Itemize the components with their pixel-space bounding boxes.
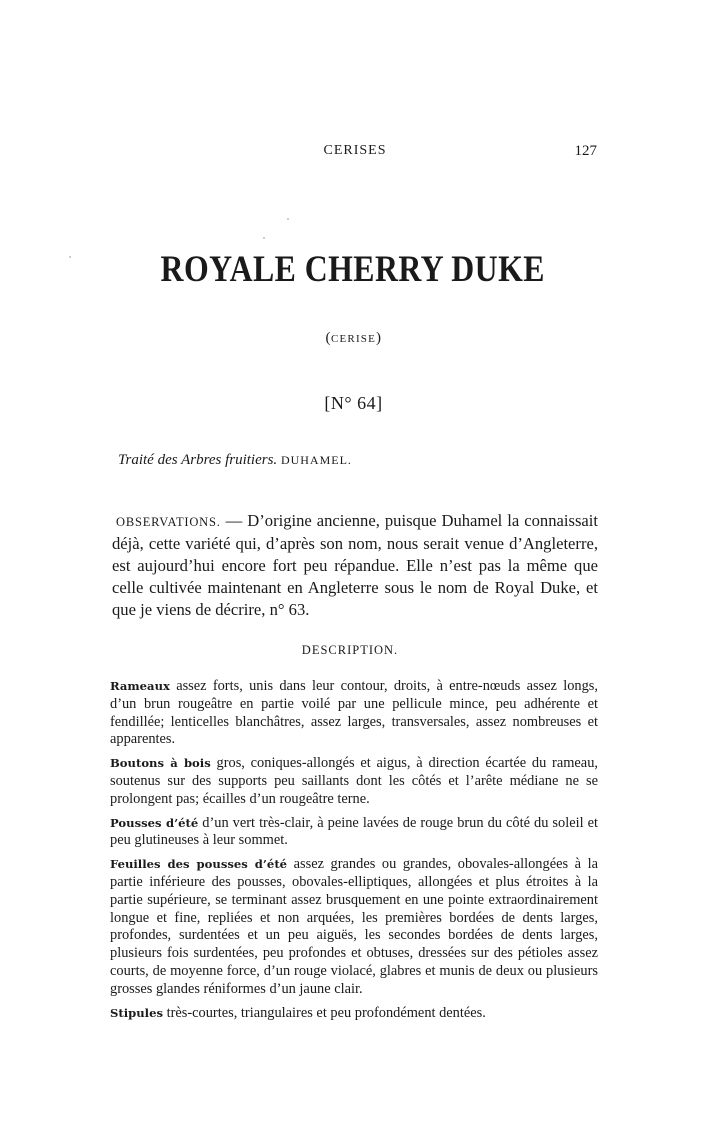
running-head: [0, 143, 707, 163]
description-term: Rameaux: [110, 679, 170, 693]
running-title: CERISES: [323, 143, 387, 158]
description-heading: DESCRIPTION.: [301, 643, 399, 657]
description-item: [110, 1005, 598, 1023]
observations-label: OBSERVATIONS.: [116, 515, 221, 529]
description-text: assez grandes ou grandes, obovales-allongées à la partie inférieure des pousses, obovales-elliptiques, allongées et plus étroites à la partie supérieure, se terminant assez brusquement en une pointe extraordinairement longue et fine, repliées et non arquées, les premières bordées de dents larges, profondes, surdentées et un peu aiguës, les secondes bordées de dents larges, plusieurs fois surdentées, peu profondes et obtuses, dressées sur des pétioles assez courts, de moyenne force, d’un rouge violacé, glabres et munis de deux ou plusieurs grosses glandes réniformes d’un jaune clair.: [110, 856, 598, 997]
subtitle-close-paren: ): [376, 330, 382, 346]
observations-text: — D’origine ancienne, puisque Duhamel la connaissait déjà, cette variété qui, d’après son nom, nous serait venue d’Angleterre, est aujourd’hui encore fort peu répandue. Elle n’est pas la même que celle cultivée maintenant en Angleterre sous le nom de Royal Duke, et que je viens de décrire, n° 63.: [112, 511, 598, 619]
subtitle: [0, 330, 707, 347]
description-item: [110, 755, 598, 808]
description-term: Boutons à bois: [110, 756, 211, 771]
subtitle-text: CERISE: [330, 333, 377, 345]
description-text: très-courtes, triangulaires et peu profondément dentées.: [162, 1004, 486, 1021]
description-text: assez forts, unis dans leur contour, droits, à entre-nœuds assez longs, d’un brun rougeâtre en partie voilé par une pellicule mince, peu adhérente et fendillée; lenticelles blanchâtres, assez larges, transversales, assez nombreuses et apparentes.: [110, 678, 598, 748]
reference-line: [118, 452, 352, 469]
description-text: d’un vert très-clair, à peine lavées de rouge brun du côté du soleil et peu glutineuses à leur sommet.: [110, 814, 598, 849]
description-section: [110, 678, 598, 1028]
description-term: Stipules: [110, 1005, 163, 1020]
variety-number: [N° 64]: [324, 393, 383, 413]
subtitle-open-paren: (: [325, 330, 331, 346]
print-speck: [287, 218, 289, 220]
description-term: Pousses d’été: [110, 815, 199, 830]
observations-paragraph: [112, 510, 598, 621]
description-item: [110, 678, 598, 749]
print-speck: [263, 237, 265, 239]
reference-author: DUHAMEL.: [280, 453, 352, 467]
description-text: gros, coniques-allongés et aigus, à direction écartée du rameau, soutenus sur des supports peu saillants dont les côtés et l’arête médiane ne se prolongent pas; écailles d’un rougeâtre terne.: [110, 755, 598, 807]
page-number: 127: [574, 143, 597, 159]
description-item: [110, 815, 598, 851]
description-item: [110, 856, 598, 998]
page-title: ROYALE CHERRY DUKE: [160, 249, 545, 290]
reference-work: Traité des Arbres fruitiers.: [118, 452, 278, 468]
description-term: Feuilles des pousses d’été: [110, 857, 288, 872]
